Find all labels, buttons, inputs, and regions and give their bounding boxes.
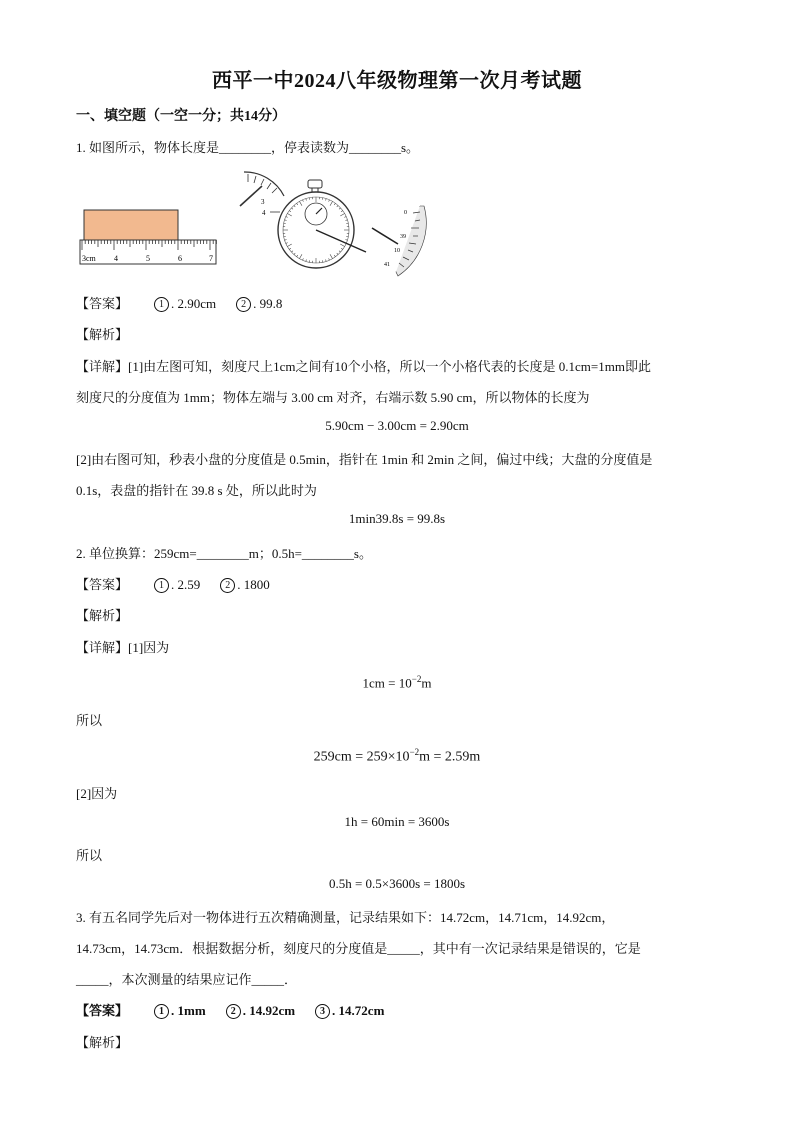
inner-dial-label-3: 3 bbox=[261, 198, 265, 206]
q1-detail-1a: 【详解】[1]由左图可知，刻度尺上1cm之间有10个小格，所以一个小格代表的长度是 0.1cm=1mm即此 bbox=[76, 359, 651, 374]
answer-value: . 1800 bbox=[237, 577, 270, 592]
outer-scale-label-41: 41 bbox=[384, 262, 390, 268]
q2-formula-4: 0.5h = 0.5×3600s = 1800s bbox=[328, 876, 466, 891]
q2-so-1: 所以 bbox=[76, 713, 103, 728]
q3-answer bbox=[76, 1000, 404, 1019]
q3-line-1: 3. 有五名同学先后对一物体进行五次精确测量，记录结果如下：14.72cm，14.71cm，14.92cm， bbox=[76, 910, 615, 925]
ruler-and-stopwatch-diagram bbox=[76, 168, 436, 286]
page-title: 西平一中2024八年级物理第一次月考试题 bbox=[212, 70, 582, 92]
inner-dial-label-4: 4 bbox=[262, 209, 266, 217]
answer-number: 2 bbox=[220, 578, 235, 593]
q2-answer bbox=[76, 574, 290, 593]
answer-number: 1 bbox=[154, 297, 169, 312]
answer-number: 1 bbox=[154, 1004, 169, 1019]
answer-number: 2 bbox=[236, 297, 251, 312]
q2-so-2: 所以 bbox=[76, 848, 103, 863]
answer-value: . 2.90cm bbox=[171, 296, 217, 311]
inner-dial-zoom-pointer bbox=[240, 186, 262, 206]
answer-value: . 99.8 bbox=[253, 296, 283, 311]
answer-number: 3 bbox=[315, 1004, 330, 1019]
q3-line-2: 14.73cm，14.73cm．根据数据分析，刻度尺的分度值是_____，其中有一次记录结果是错误的，它是 bbox=[76, 941, 641, 956]
outer-scale-label-10: 10 bbox=[394, 248, 400, 254]
q1-detail-2a: [2]由右图可知，秒表小盘的分度值是 0.5min，指针在 1min 和 2min 之间，偏过中线；大盘的分度值是 bbox=[76, 452, 653, 467]
section-heading: 一、填空题（一空一分；共14分） bbox=[76, 109, 286, 124]
answer-tag: 【答案】 bbox=[76, 577, 129, 592]
inner-dial-zoom-ticks bbox=[248, 174, 277, 193]
answer-number: 1 bbox=[154, 578, 169, 593]
q3-analysis-tag: 【解析】 bbox=[76, 1035, 129, 1050]
ruler-label-3cm: 3cm bbox=[82, 254, 96, 263]
q1-question: 1. 如图所示，物体长度是________，停表读数为________s。 bbox=[76, 140, 420, 155]
q2-question: 2. 单位换算：259cm=________m；0.5h=________s。 bbox=[76, 546, 372, 561]
measured-block bbox=[84, 210, 178, 240]
q2-formula-2: $259cm = 259\times 10^{-2}m = 2.59m$ bbox=[313, 747, 481, 765]
stopwatch-crown bbox=[308, 180, 322, 188]
outer-scale-label-0: 0 bbox=[404, 210, 407, 216]
q2-detail-2: [2]因为 bbox=[76, 786, 118, 801]
q2-analysis-tag: 【解析】 bbox=[76, 608, 129, 623]
q1-analysis-tag: 【解析】 bbox=[76, 327, 129, 342]
q1-formula-1: 5.90cm − 3.00cm = 2.90cm bbox=[325, 418, 469, 433]
q1-figure bbox=[76, 168, 436, 286]
answer-value: . 2.59 bbox=[171, 577, 201, 592]
outer-scale-pointer bbox=[372, 228, 398, 244]
inner-dial-zoom-arc bbox=[244, 172, 284, 196]
q2-formula-1: $1cm = 10^{-2}m$ bbox=[362, 674, 432, 691]
answer-tag: 【答案】 bbox=[76, 296, 129, 311]
q3-line-3: _____，本次测量的结果应记作_____． bbox=[76, 972, 298, 987]
answer-value: . 1mm bbox=[171, 1003, 206, 1018]
ruler-label-4: 4 bbox=[114, 254, 118, 263]
q1-detail-1b: 刻度尺的分度值为 1mm；物体左端与 3.00 cm 对齐，右端示数 5.90 cm，所以物体的长度为 bbox=[76, 390, 590, 405]
ruler-label-5: 5 bbox=[146, 254, 150, 263]
ruler-label-6: 6 bbox=[178, 254, 182, 263]
outer-scale-label-39: 39 bbox=[400, 234, 406, 240]
q2-detail-1: 【详解】[1]因为 bbox=[76, 640, 170, 655]
q1-formula-2: 1min39.8s = 99.8s bbox=[348, 511, 446, 526]
q1-answer bbox=[76, 293, 302, 312]
q2-formula-3: 1h = 60min = 3600s bbox=[344, 814, 450, 829]
q1-detail-2b: 0.1s，表盘的指针在 39.8 s 处，所以此时为 bbox=[76, 483, 317, 498]
answer-number: 2 bbox=[226, 1004, 241, 1019]
answer-tag: 【答案】 bbox=[76, 1003, 129, 1018]
ruler-label-7: 7 bbox=[209, 254, 213, 263]
answer-value: . 14.92cm bbox=[242, 1003, 296, 1018]
answer-value: . 14.72cm bbox=[332, 1003, 385, 1018]
